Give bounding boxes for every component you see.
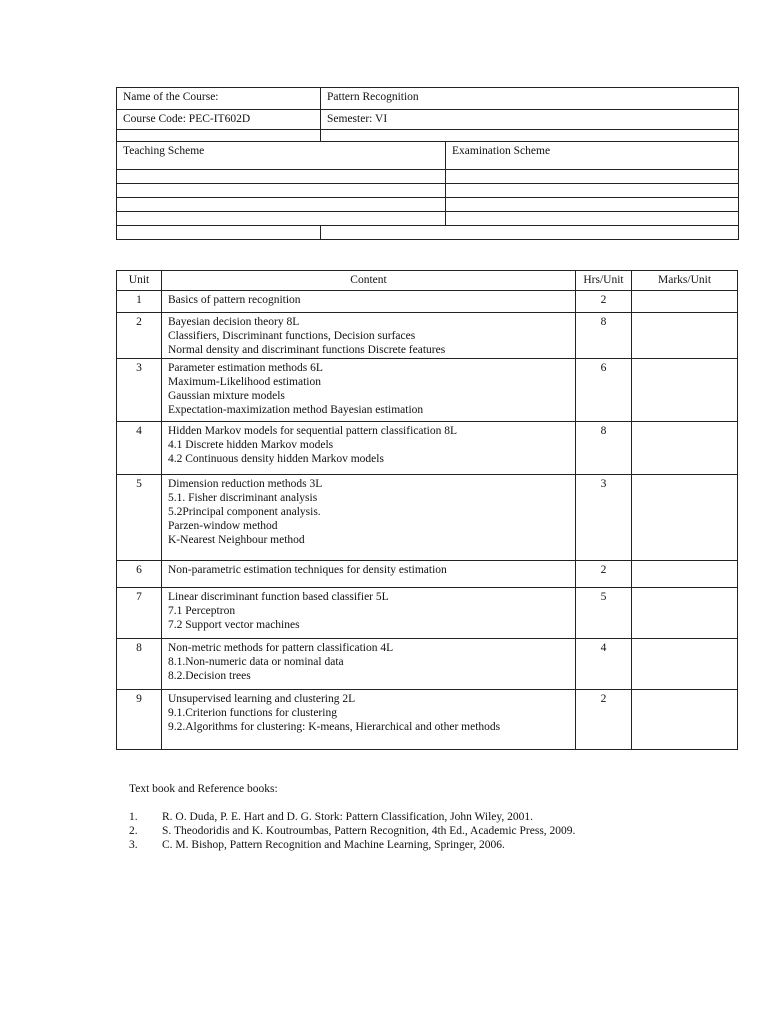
reference-text: S. Theodoridis and K. Koutroumbas, Pattern Recognition, 4th Ed., Academic Press, 2009.	[162, 825, 576, 837]
reference-item	[129, 838, 575, 852]
table-row	[117, 291, 738, 313]
content-line: Non-metric methods for pattern classification 4L	[168, 642, 394, 654]
content-line: Bayesian decision theory 8L	[168, 316, 300, 328]
unit-cell: 9	[117, 690, 162, 750]
blank-cell	[117, 226, 321, 240]
content-line: Gaussian mixture models	[168, 390, 285, 402]
hrs-cell: 3	[576, 475, 632, 561]
marks-cell	[632, 690, 738, 750]
reference-number: 1.	[129, 811, 138, 823]
course-semester: Semester: VI	[321, 110, 739, 130]
blank-cell	[446, 184, 739, 198]
content-line: Normal density and discriminant functions Discrete features	[168, 344, 446, 356]
content-line: Hidden Markov models for sequential pattern classification 8L	[168, 425, 458, 437]
content-line: 5.1. Fisher discriminant analysis	[168, 492, 318, 504]
hrs-cell: 6	[576, 359, 632, 422]
content-line: Expectation-maximization method Bayesian estimation	[168, 404, 424, 416]
table-row	[117, 588, 738, 639]
hrs-header: Hrs/Unit	[576, 271, 632, 291]
table-row	[117, 639, 738, 690]
content-line: Unsupervised learning and clustering 2L	[168, 693, 356, 705]
unit-cell: 4	[117, 422, 162, 475]
table-row	[117, 313, 738, 359]
blank-cell	[446, 212, 739, 226]
marks-cell	[632, 588, 738, 639]
unit-cell: 2	[117, 313, 162, 359]
syllabus-body	[117, 291, 738, 750]
content-line: K-Nearest Neighbour method	[168, 534, 305, 546]
hrs-cell: 8	[576, 422, 632, 475]
content-line: Basics of pattern recognition	[168, 294, 301, 306]
syllabus-table	[116, 270, 738, 750]
content-line: 7.1 Perceptron	[168, 605, 236, 617]
blank-cell	[446, 198, 739, 212]
content-line: Linear discriminant function based classifier 5L	[168, 591, 389, 603]
blank-cell	[446, 170, 739, 184]
unit-cell: 1	[117, 291, 162, 313]
hrs-cell: 4	[576, 639, 632, 690]
unit-header: Unit	[117, 271, 162, 291]
content-cell	[162, 639, 576, 690]
marks-cell	[632, 639, 738, 690]
hrs-cell: 5	[576, 588, 632, 639]
content-line: 8.1.Non-numeric data or nominal data	[168, 656, 344, 668]
references-section	[129, 782, 575, 852]
reference-item	[129, 824, 575, 838]
content-line: Maximum-Likelihood estimation	[168, 376, 321, 388]
table-row	[117, 561, 738, 588]
course-info-table	[116, 87, 739, 240]
references-list	[129, 810, 575, 852]
table-row	[117, 359, 738, 422]
reference-text: R. O. Duda, P. E. Hart and D. G. Stork: Pattern Classification, John Wiley, 2001.	[162, 811, 534, 823]
blank-cell	[117, 212, 446, 226]
content-cell	[162, 588, 576, 639]
course-name-label: Name of the Course:	[117, 88, 321, 110]
content-line: Parameter estimation methods 6L	[168, 362, 323, 374]
content-line: 7.2 Support vector machines	[168, 619, 300, 631]
content-header: Content	[162, 271, 576, 291]
blank-cell	[321, 130, 739, 142]
reference-text: C. M. Bishop, Pattern Recognition and Machine Learning, Springer, 2006.	[162, 839, 505, 851]
content-line: Non-parametric estimation techniques for density estimation	[168, 564, 447, 576]
blank-cell	[117, 170, 446, 184]
unit-cell: 8	[117, 639, 162, 690]
content-line: 9.2.Algorithms for clustering: K-means, Hierarchical and other methods	[168, 721, 501, 733]
reference-number: 3.	[129, 839, 138, 851]
blank-cell	[117, 130, 321, 142]
content-line: 4.2 Continuous density hidden Markov models	[168, 453, 384, 465]
blank-cell	[321, 226, 739, 240]
unit-cell: 6	[117, 561, 162, 588]
content-line: 4.1 Discrete hidden Markov models	[168, 439, 334, 451]
content-line: Dimension reduction methods 3L	[168, 478, 323, 490]
marks-cell	[632, 291, 738, 313]
marks-cell	[632, 561, 738, 588]
marks-cell	[632, 422, 738, 475]
marks-cell	[632, 359, 738, 422]
content-line: Classifiers, Discriminant functions, Decision surfaces	[168, 330, 416, 342]
marks-cell	[632, 313, 738, 359]
hrs-cell: 8	[576, 313, 632, 359]
content-cell	[162, 475, 576, 561]
table-row	[117, 422, 738, 475]
content-cell	[162, 422, 576, 475]
hrs-cell: 2	[576, 561, 632, 588]
marks-cell	[632, 475, 738, 561]
reference-item	[129, 810, 575, 824]
course-code: Course Code: PEC-IT602D	[117, 110, 321, 130]
blank-cell	[117, 198, 446, 212]
reference-number: 2.	[129, 825, 138, 837]
content-line: 9.1.Criterion functions for clustering	[168, 707, 337, 719]
hrs-cell: 2	[576, 291, 632, 313]
content-line: 8.2.Decision trees	[168, 670, 251, 682]
unit-cell: 5	[117, 475, 162, 561]
teaching-scheme-header: Teaching Scheme	[117, 142, 446, 170]
content-cell	[162, 313, 576, 359]
unit-cell: 3	[117, 359, 162, 422]
examination-scheme-header: Examination Scheme	[446, 142, 739, 170]
table-row	[117, 475, 738, 561]
blank-cell	[117, 184, 446, 198]
unit-cell: 7	[117, 588, 162, 639]
content-line: Parzen-window method	[168, 520, 278, 532]
course-name-value: Pattern Recognition	[321, 88, 739, 110]
content-cell	[162, 359, 576, 422]
content-line: 5.2Principal component analysis.	[168, 506, 321, 518]
content-cell	[162, 291, 576, 313]
table-row	[117, 690, 738, 750]
content-cell	[162, 561, 576, 588]
marks-header: Marks/Unit	[632, 271, 738, 291]
content-cell	[162, 690, 576, 750]
hrs-cell: 2	[576, 690, 632, 750]
references-title: Text book and Reference books:	[129, 783, 278, 795]
